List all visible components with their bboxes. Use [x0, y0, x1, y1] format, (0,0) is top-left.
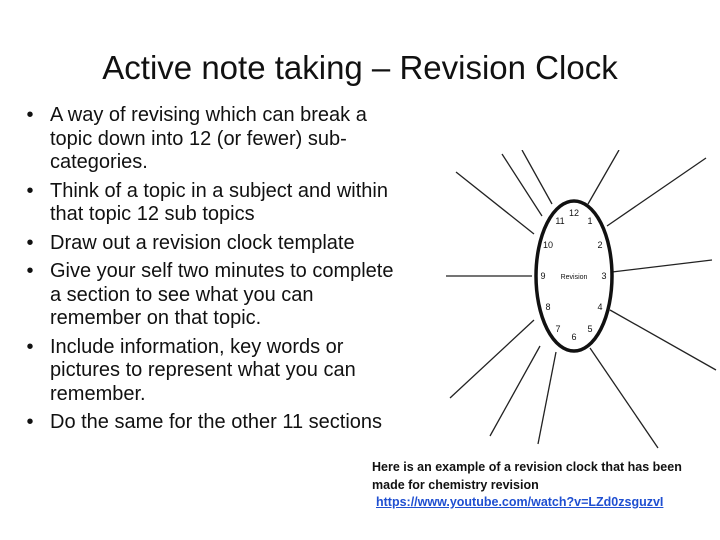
bullet-item — [20, 180, 410, 227]
clock-number: 8 — [545, 302, 551, 312]
bullet-dot: • — [26, 231, 34, 254]
clock-spoke — [502, 154, 542, 216]
bullet-text: Include information, key words or pictures to represent what you can remember. — [50, 335, 356, 405]
clock-spoke — [538, 352, 556, 444]
example-caption — [372, 459, 712, 512]
clock-number: 11 — [555, 216, 565, 226]
bullet-dot: • — [26, 335, 34, 358]
clock-number: 5 — [587, 324, 593, 334]
clock-center-label: Revision — [560, 274, 588, 281]
bullet-text: Do the same for the other 11 sections — [50, 411, 383, 433]
bullet-dot: • — [26, 411, 34, 433]
slide-title: Active note taking – Revision Clock — [102, 49, 618, 86]
clock-number: 2 — [597, 240, 603, 250]
bullet-dot: • — [26, 104, 34, 126]
caption-text: Here is an example of a revision clock that has been made for chemistry revision — [372, 460, 682, 492]
clock-spoke — [590, 348, 658, 448]
bullet-item — [20, 260, 410, 331]
bullet-text: Think of a topic in a subject and within that topic 12 sub topics — [50, 179, 388, 225]
bullet-dot: • — [26, 179, 34, 202]
revision-clock-image — [444, 150, 718, 450]
clock-number: 3 — [601, 271, 607, 281]
clock-spoke — [456, 172, 534, 234]
clock-number: 7 — [555, 324, 561, 334]
bullet-item — [20, 232, 410, 256]
clock-spoke — [610, 310, 716, 370]
clock-spoke — [588, 150, 619, 204]
youtube-link[interactable]: https://www.youtube.com/watch?v=LZd0zsguzvI — [376, 495, 664, 509]
clock-spoke — [490, 346, 540, 436]
clock-spoke — [612, 260, 712, 272]
bullet-item — [20, 104, 410, 175]
bullet-list — [20, 104, 410, 440]
clock-number: 10 — [542, 240, 554, 250]
bullet-text: A way of revising which can break a topic down into 12 (or fewer) sub-categories. — [50, 104, 367, 173]
revision-clock-diagram — [444, 150, 718, 450]
bullet-text: Give your self two minutes to complete a section to see what you can remember on that topic. — [50, 260, 394, 329]
clock-number: 6 — [571, 332, 577, 342]
clock-number: 4 — [597, 302, 603, 312]
bullet-dot: • — [26, 260, 34, 282]
bullet-item — [20, 336, 410, 407]
clock-spoke — [607, 158, 706, 226]
clock-spoke — [522, 150, 552, 204]
bullet-item — [20, 411, 410, 435]
clock-number: 9 — [540, 271, 546, 281]
clock-spoke — [450, 320, 534, 398]
bullet-text: Draw out a revision clock template — [50, 231, 355, 254]
clock-number: 1 — [587, 216, 593, 226]
clock-number: 12 — [568, 208, 580, 218]
